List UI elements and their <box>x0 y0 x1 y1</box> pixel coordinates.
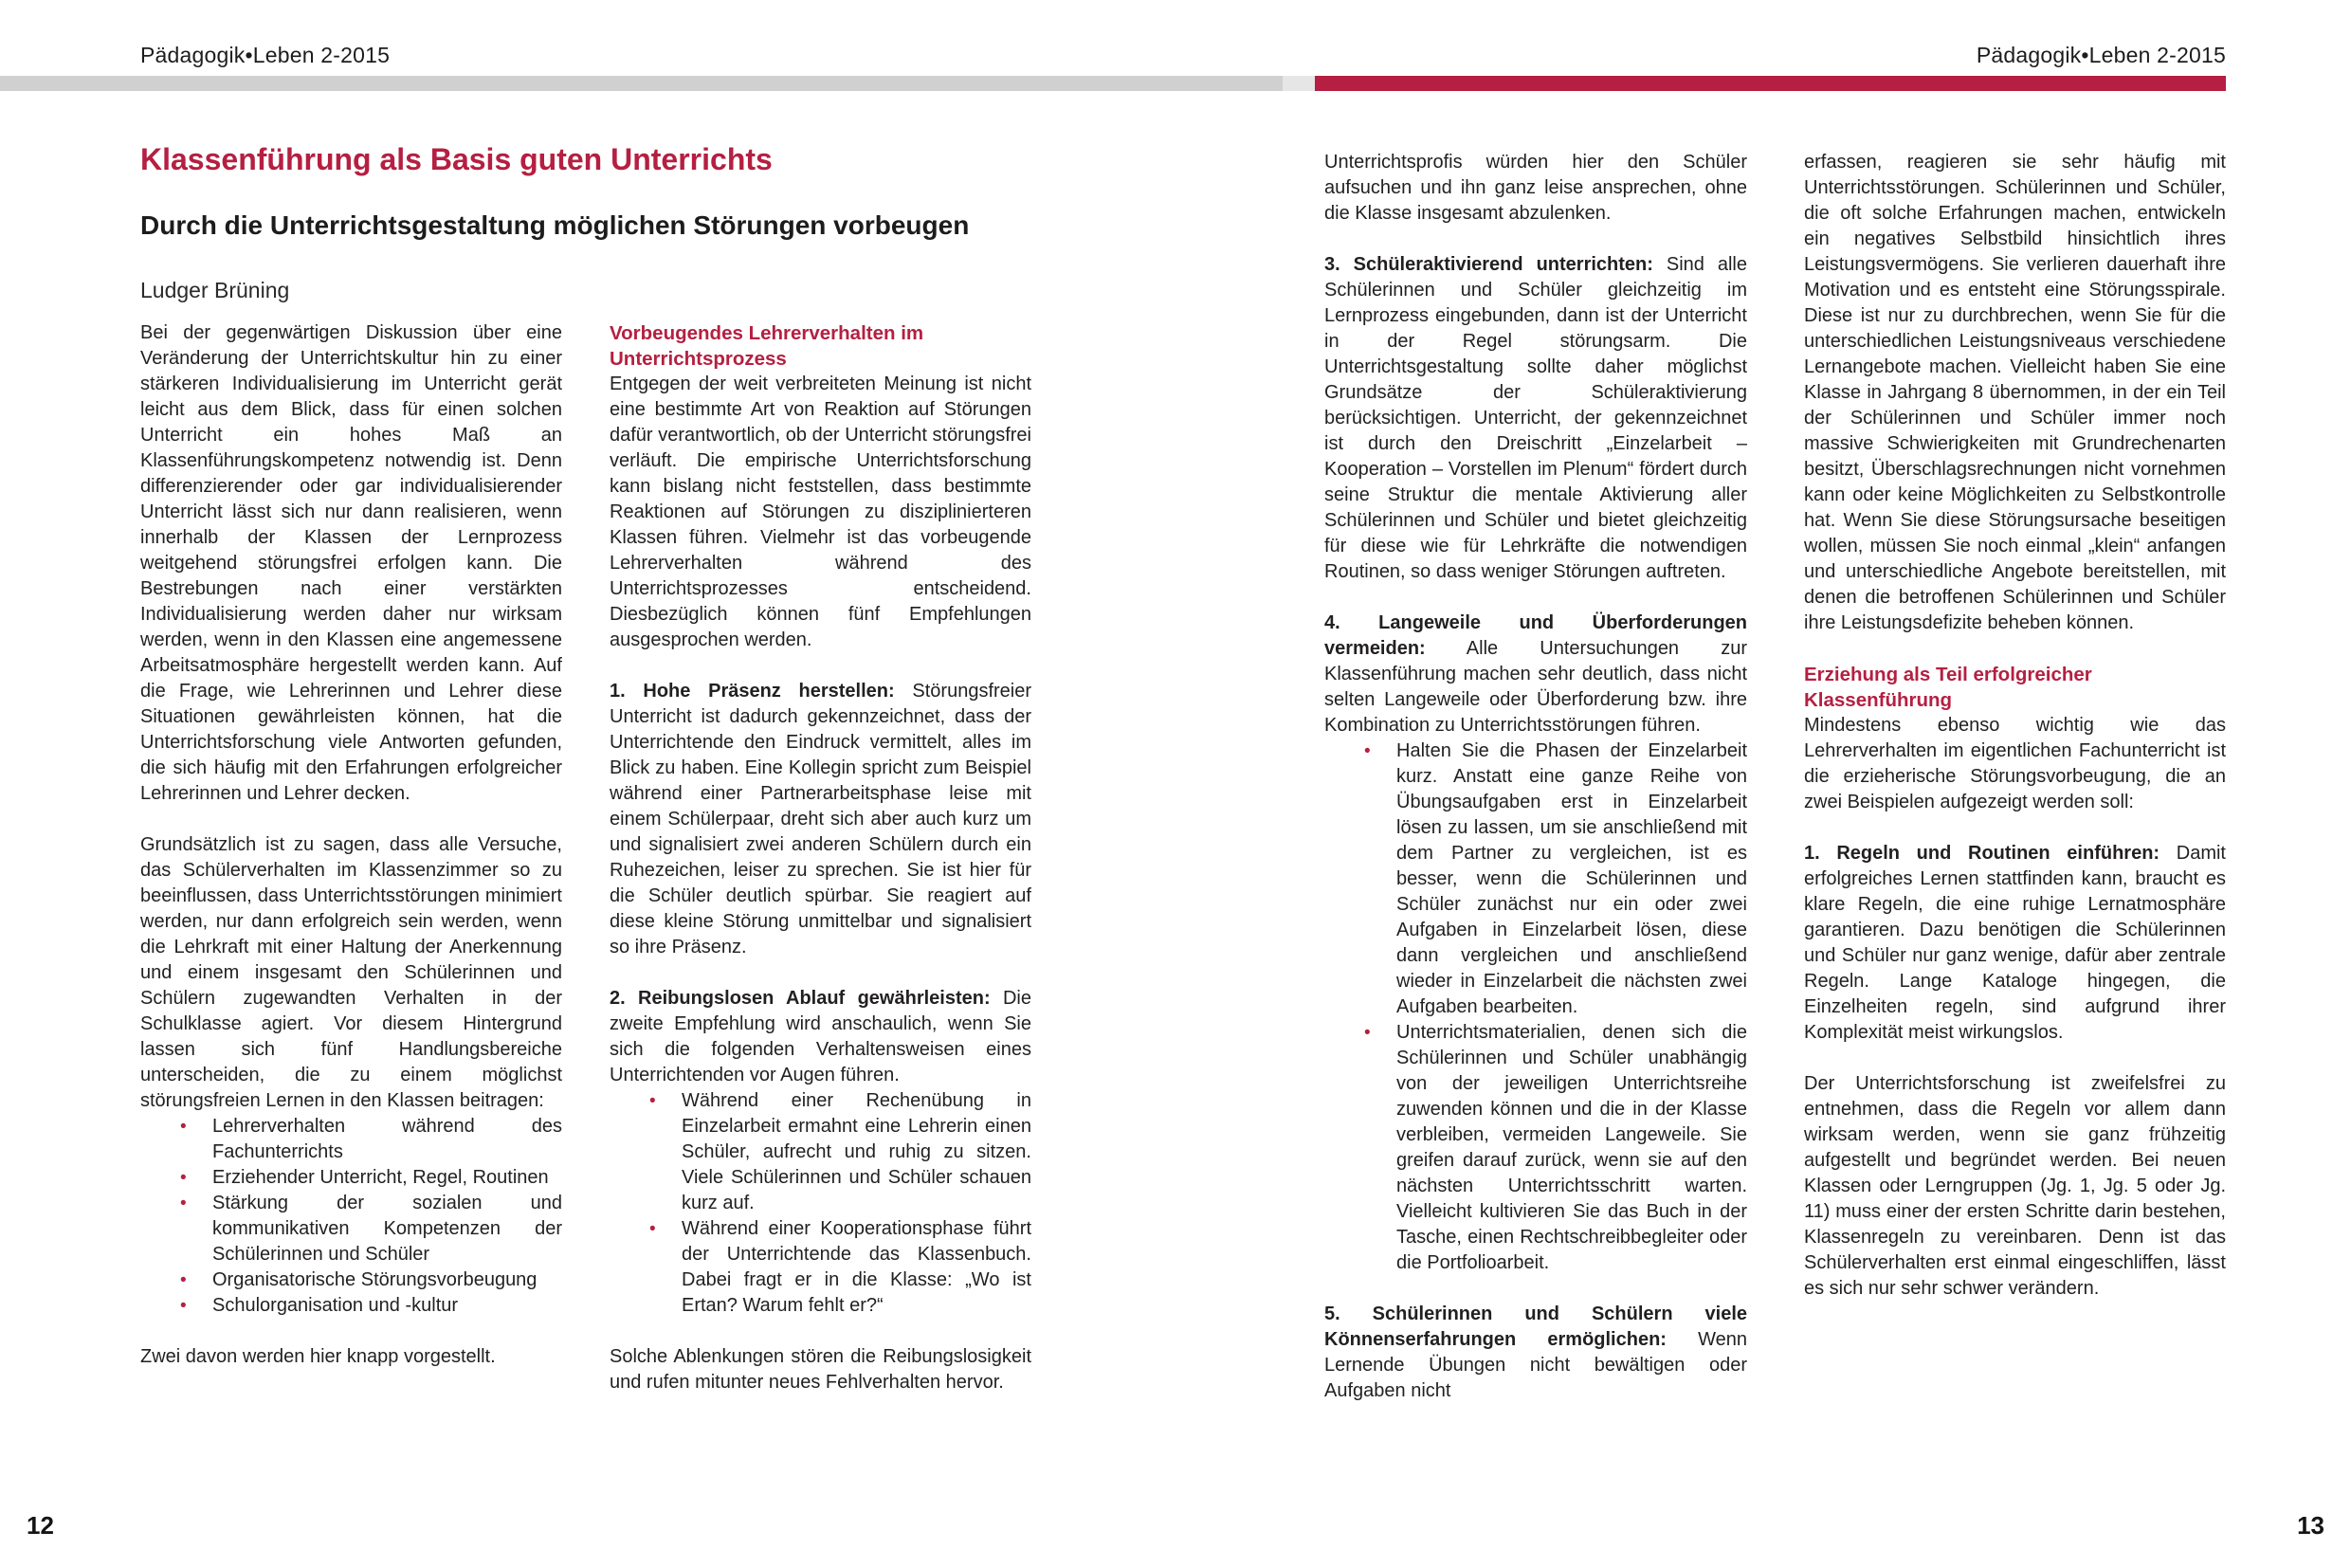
running-header-right: Pädagogik•Leben 2-2015 <box>1976 43 2226 67</box>
page-number-left: 12 <box>27 1511 54 1540</box>
paragraph-text: Damit erfolgreiches Lernen stattfinden kann, braucht es klare Regeln, die eine ruhige Lernatmosphäre garantieren. Dazu benötigen die Schülerinnen und Schüler nur ganz wenige, dafür aber zentrale Regeln. Lange Kataloge hingegen, die Einzelheiten regeln, sind aufgrund ihrer Komplexität meist wirkungslos. <box>1804 843 2226 1043</box>
left-page-column-1 <box>140 320 562 1505</box>
bullet-item: • Unterrichtsmaterialien, denen sich die Schülerinnen und Schüler unabhängig von der jeweiligen Unterrichtsreihe zuwenden können und die in der Klasse verbleiben, vermeiden Langeweile. Sie greifen darauf zurück, wenn sie auf den nächsten Unterrichtsschritt warten. Vielleicht kultivieren Sie das Buch in der Tasche, einen Rechtschreibbegleiter oder die Portfolioarbeit. <box>1396 1020 1747 1276</box>
paragraph-text: Wenn Lernende Übungen nicht bewältigen oder Aufgaben nicht <box>1324 1329 1748 1401</box>
paragraph-lead: 1. Hohe Präsenz herstellen: <box>610 681 895 702</box>
paragraph-text: Die zweite Empfehlung wird anschaulich, wenn Sie sich die folgenden Verhaltensweisen eines Unterrichtenden vor Augen führen. <box>610 988 1031 1085</box>
body-paragraph <box>1804 841 2226 1046</box>
paragraph-lead: 5. Schülerinnen und Schülern viele Könnenserfahrungen ermöglichen: <box>1324 1304 1747 1350</box>
top-bar-light <box>1283 76 1315 91</box>
page-number-right: 13 <box>2297 1511 2324 1540</box>
paragraph-lead: 2. Reibungslosen Ablauf gewährleisten: <box>610 988 991 1009</box>
body-paragraph: Der Unterrichtsforschung ist zweifelsfrei zu entnehmen, dass die Regeln vor allem dann wirksam werden, wenn sie ganz frühzeitig aufgestellt und begründet werden. Bei neuen Klassen oder Lerngruppen (Jg. 1, Jg. 5 oder Jg. 11) muss einer der ersten Schritte darin bestehen, Klassenregeln zu vereinbaren. Denn ist das Schülerverhalten erst einmal eingeschliffen, lässt es sich nur sehr schwer verändern. <box>1804 1073 2226 1299</box>
paragraph-text: Störungsfreier Unterricht ist dadurch gekennzeichnet, dass der Unterrichtende den Eindruck vermittelt, alles im Blick zu haben. Eine Kollegin spricht zum Beispiel während einer Partnerarbeitsphase leise mit einem Schülerpaar, dreht sich aber auch kurz um und signalisiert zwei anderen Schülern durch ein Ruhezeichen, leiser zu sprechen. Sie ist hier für die Schüler deutlich spürbar. Sie reagiert auf diese kleine Störung unmittelbar und signalisiert so ihre Präsenz. <box>610 681 1032 957</box>
bullet-item: • Schulorganisation und -kultur <box>212 1293 562 1319</box>
body-paragraph <box>1324 611 1747 738</box>
paragraph-lead: 1. Regeln und Routinen einführen: <box>1804 843 2160 864</box>
bullet-item: • Während einer Rechenübung in Einzelarbeit ermahnt eine Lehrerin einen Schüler, aufrecht und ruhig zu sitzen. Viele Schülerinnen und Schüler schauen kurz auf. <box>682 1088 1031 1216</box>
article-subtitle: Durch die Unterrichtsgestaltung möglichen Störungen vorbeugen <box>140 210 970 240</box>
running-header-left: Pädagogik•Leben 2-2015 <box>140 43 391 67</box>
right-page-column-2 <box>1804 150 2226 1505</box>
bullet-item: • Halten Sie die Phasen der Einzelarbeit kurz. Anstatt eine ganze Reihe von Übungsaufgaben erst in Einzelarbeit lösen zu lassen, um sie anschließend mit dem Partner zu vergleichen, ist es besser, wenn die Schülerinnen und Schüler zunächst nur ein oder zwei Aufgaben in Einzelarbeit lösen, diese dann vergleichen und anschließend wieder in Einzelarbeit die nächsten zwei Aufgaben bearbeiten. <box>1396 738 1747 1020</box>
bullet-list <box>140 1114 562 1319</box>
body-paragraph: Unterrichtsprofis würden hier den Schüler aufsuchen und ihn ganz leise ansprechen, ohne die Klasse insgesamt abzulenken. <box>1324 152 1747 224</box>
body-paragraph <box>610 986 1031 1088</box>
body-paragraph: Grundsätzlich ist zu sagen, dass alle Versuche, das Schülerverhalten im Klassenzimmer so zu beeinflussen, dass Unterrichtsstörungen minimiert werden, nur dann erfolgreich sein werden, wenn die Lehrkraft mit einer Haltung der Anerkennung und einem insgesamt den Schülerinnen und Schülern zugewandten Verhalten in der Schulklasse agiert. Vor diesem Hintergrund lassen sich fünf Handlungsbereiche unterscheiden, die zu einem möglichst störungsfreien Lernen in den Klassen beitragen: <box>140 834 562 1111</box>
body-paragraph <box>1324 252 1747 585</box>
right-page-column-1 <box>1324 150 1747 1505</box>
body-paragraph: Bei der gegenwärtigen Diskussion über eine Veränderung der Unterrichtskultur hin zu einer stärkeren Individualisierung im Unterricht gerät leicht aus dem Blick, dass für einen solchen Unterricht ein hohes Maß an Klassenführungskompetenz notwendig ist. Denn differenzierender oder gar individualisierender Unterricht lässt sich nur dann realisieren, wenn innerhalb der Klassen der Lernprozess weitgehend störungsfrei erfolgen kann. Die Bestrebungen nach einer verstärkten Individualisierung werden daher nur wirksam werden, wenn in den Klassen eine angemessene Arbeitsatmosphäre hergestellt werden kann. Auf die Frage, wie Lehrerinnen und Lehrer diese Situationen gewährleisten können, hat die Unterrichtsforschung viele Antworten gefunden, die sich häufig mit den Erfahrungen erfolgreicher Lehrerinnen und Lehrer decken. <box>140 322 562 804</box>
bullet-item: • Organisatorische Störungsvorbeugung <box>212 1267 562 1293</box>
body-paragraph: Entgegen der weit verbreiteten Meinung ist nicht eine bestimmte Art von Reaktion auf Störungen dafür verantwortlich, ob der Unterricht störungsfrei verläuft. Die empirische Unterrichtsforschung kann bislang nicht feststellen, dass bestimmte Reaktionen auf Störungen zu disziplinierteren Klassen führen. Vielmehr ist das vorbeugende Lehrerverhalten während des Unterrichtsprozesses entscheidend. Diesbezüglich können fünf Empfehlungen ausgesprochen werden. <box>610 374 1031 650</box>
bullet-item: • Erziehender Unterricht, Regel, Routinen <box>212 1165 562 1191</box>
bullet-list <box>1324 738 1747 1276</box>
body-paragraph: erfassen, reagieren sie sehr häufig mit Unterrichtsstörungen. Schülerinnen und Schüler, die oft solche Erfahrungen machen, entwickeln ein negatives Selbstbild hinsichtlich ihres Leistungsvermögens. Sie verlieren dauerhaft ihre Motivation und es entsteht eine Störungsspirale. Diese ist nur zu durchbrechen, wenn Sie für die unterschiedlichen Leistungsniveaus verschiedene Lernangebote machen. Vielleicht haben Sie eine Klasse in Jahrgang 8 übernommen, in der ein Teil der Schülerinnen und Schüler immer noch massive Schwierigkeiten mit Grundrechenarten besitzt, Überschlagsrechnungen nicht vornehmen kann oder keine Möglichkeiten zu Selbstkontrolle hat. Wenn Sie diese Störungsursache beseitigen wollen, müssen Sie noch einmal „klein“ anfangen und unterschiedliche Angebote bereitstellen, mit denen die betroffenen Schülerinnen und Schüler ihre Leistungsdefizite beheben können. <box>1804 152 2226 633</box>
section-heading: Erziehung als Teil erfolgreicher Klassenführung <box>1804 664 2092 711</box>
body-paragraph <box>610 679 1031 960</box>
bullet-list <box>610 1088 1031 1319</box>
paragraph-lead: 4. Langeweile und Überforderungen vermeiden: <box>1324 612 1747 659</box>
bullet-item: • Stärkung der sozialen und kommunikativen Kompetenzen der Schülerinnen und Schüler <box>212 1191 562 1267</box>
top-bar-gray <box>0 76 1283 91</box>
bullet-item: • Während einer Kooperationsphase führt der Unterrichtende das Klassenbuch. Dabei fragt er in die Klasse: „Wo ist Ertan? Warum fehlt er?“ <box>682 1216 1031 1319</box>
top-bar-red <box>1315 76 2226 91</box>
body-paragraph: Zwei davon werden hier knapp vorgestellt. <box>140 1346 496 1367</box>
article-title: Klassenführung als Basis guten Unterrichts <box>140 142 773 176</box>
left-page-column-2 <box>610 320 1031 1505</box>
paragraph-text: Sind alle Schülerinnen und Schüler gleichzeitig im Lernprozess eingebunden, dann ist der Unterricht in der Regel störungsarm. Die Unterrichtsgestaltung sollte daher möglichst Grundsätze der Schüleraktivierung berücksichtigen. Unterricht, der gekennzeichnet ist durch den Dreischritt „Einzelarbeit – Kooperation – Vorstellen im Plenum“ fördert durch seine Struktur die mentale Aktivierung aller Schülerinnen und Schüler und bietet gleichzeitig für diese wie für Lehrkräfte die notwendigen Routinen, so dass weniger Störungen auftreten. <box>1324 254 1747 582</box>
body-paragraph: Solche Ablenkungen stören die Reibungslosigkeit und rufen mitunter neues Fehlverhalten hervor. <box>610 1346 1031 1393</box>
paragraph-text: Alle Untersuchungen zur Klassenführung machen sehr deutlich, dass nicht selten Langeweile oder Überforderung bzw. ihre Kombination zu Unterrichtsstörungen führen. <box>1324 638 1748 736</box>
bullet-item: • Lehrerverhalten während des Fachunterrichts <box>212 1114 562 1165</box>
body-paragraph: Mindestens ebenso wichtig wie das Lehrerverhalten im eigentlichen Fachunterricht ist die erzieherische Störungsvorbeugung, die an zwei Beispielen aufgezeigt werden soll: <box>1804 715 2226 812</box>
author-name: Ludger Brüning <box>140 278 290 302</box>
section-heading: Vorbeugendes Lehrerverhalten im Unterrichtsprozess <box>610 322 924 370</box>
body-paragraph <box>1324 1302 1747 1404</box>
paragraph-lead: 3. Schüleraktivierend unterrichten: <box>1324 254 1653 275</box>
